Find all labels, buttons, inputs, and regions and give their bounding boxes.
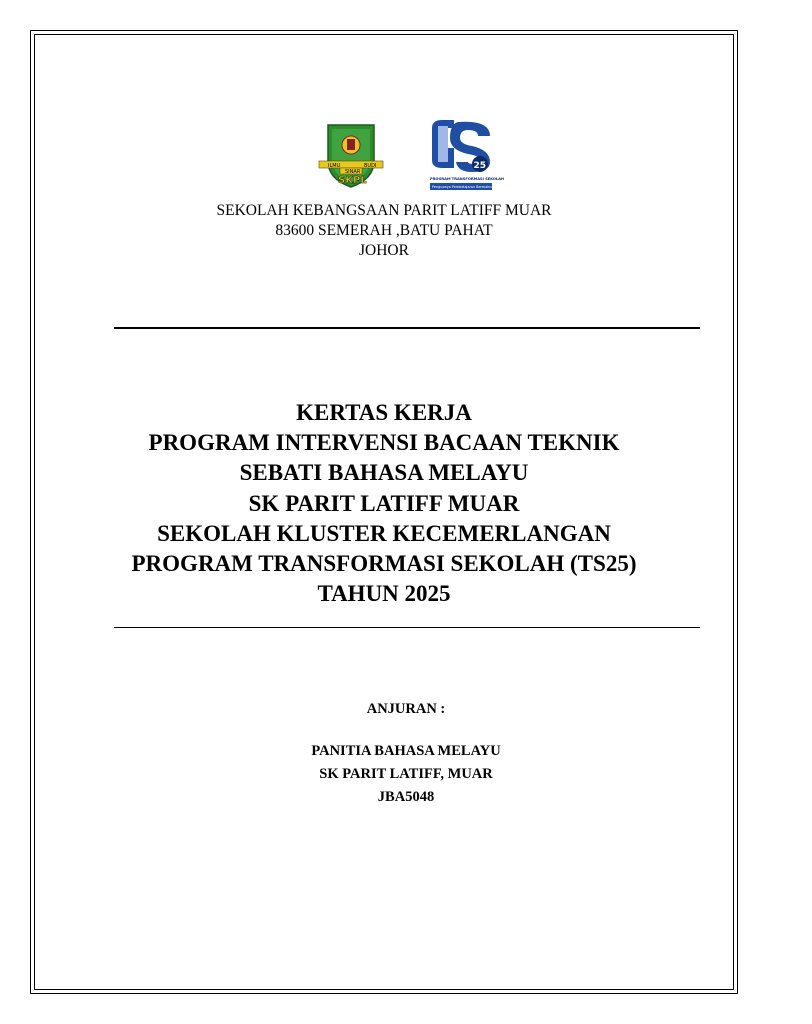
school-postcode-city: 83600 SEMERAH ,BATU PAHAT [275,222,493,239]
divider-thick [114,327,700,329]
title-line: SEBATI BAHASA MELAYU [239,460,529,486]
crest-text-bottom: SKPL [338,175,367,186]
organizer-school: SK PARIT LATIFF, MUAR [319,766,493,782]
crest-text-banner: SINAR [345,169,361,175]
school-address [0,201,768,261]
organizer-label: ANJURAN : [366,701,446,717]
title-line: SEKOLAH KLUSTER KECEMERLANGAN [157,520,611,546]
organizer-details [0,740,812,809]
title-line: SK PARIT LATIFF MUAR [248,490,520,516]
ts25-program-logo-icon [428,118,504,192]
title-line: TAHUN 2025 [317,581,451,607]
divider-thin [114,627,700,628]
school-state: JOHOR [359,242,409,259]
ts25-caption-line2: Pengupaya Pembelajaran Bermakna [432,185,494,189]
title-line: PROGRAM TRANSFORMASI SEKOLAH (TS25) [131,551,637,577]
organizer-panel: PANITIA BAHASA MELAYU [311,743,501,759]
document-title [0,398,768,609]
skpl-school-crest-icon [318,121,384,189]
ts25-caption-line1: PROGRAM TRANSFORMASI SEKOLAH [430,177,504,181]
crest-text-left: ILMU [328,163,341,169]
organizer-code: JBA5048 [377,789,435,805]
title-line: PROGRAM INTERVENSI BACAAN TEKNIK [148,430,620,456]
logo-row [318,118,504,196]
ts25-number: 25 [473,161,487,171]
title-line: KERTAS KERJA [296,400,472,425]
school-name: SEKOLAH KEBANGSAAN PARIT LATIFF MUAR [216,202,552,219]
crest-text-right: BUDI [364,163,377,169]
